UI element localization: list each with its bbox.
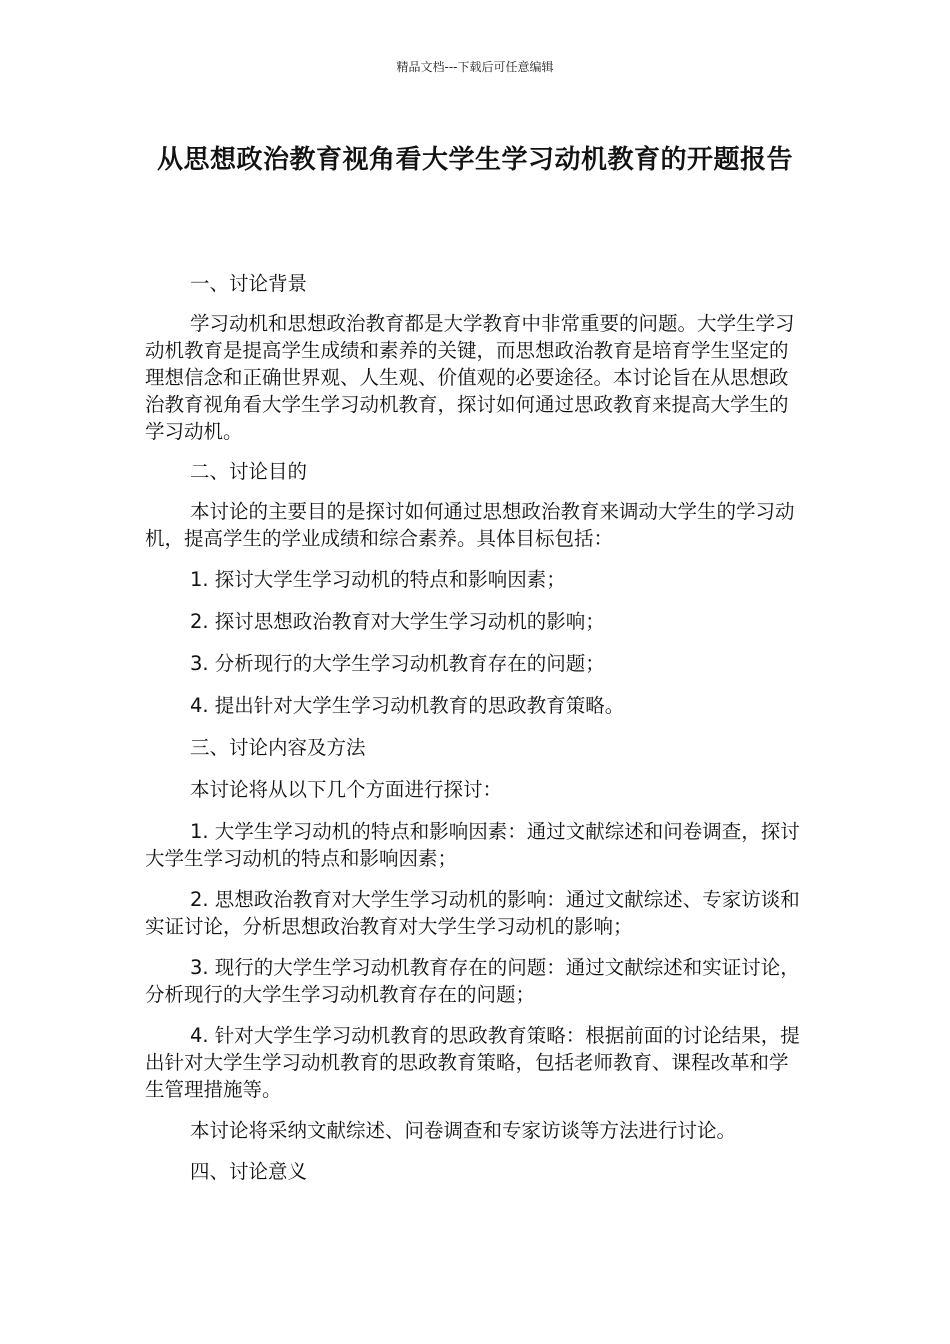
purpose-item: 1. 探讨大学生学习动机的特点和影响因素； [190,568,566,591]
purpose-item: 4. 提出针对大学生学习动机教育的思政教育策略。 [190,694,625,717]
background-paragraph: 学习动机和思想政治教育都是大学教育中非常重要的问题。大学生学习动机教育是提高学生成绩和素养的关键，而思想政治教育是培育学生坚定的理想信念和正确世界观、人生观、价值观的必要途径。本讨论旨在从思想政治教育视角看大学生学习动机教育，探讨如何通过思政教育来提高大学生的学习动机。 [145,312,795,443]
content-intro-paragraph: 本讨论将从以下几个方面进行探讨： [190,778,503,801]
header-note: 精品文档---下载后可任意编辑 [396,60,554,74]
section-heading-purpose: 二、讨论目的 [190,460,308,483]
section-heading-content-method: 三、讨论内容及方法 [190,736,366,759]
purpose-item: 3. 分析现行的大学生学习动机教育存在的问题； [190,652,605,675]
content-item: 2. 思想政治教育对大学生学习动机的影响：通过文献综述、专家访谈和实证讨论，分析思想政治教育对大学生学习动机的影响； [145,888,800,938]
method-paragraph: 本讨论将采纳文献综述、问卷调查和专家访谈等方法进行讨论。 [190,1119,737,1142]
purpose-item: 2. 探讨思想政治教育对大学生学习动机的影响； [190,610,605,633]
content-item: 1. 大学生学习动机的特点和影响因素：通过文献综述和问卷调查，探讨大学生学习动机的特点和影响因素； [145,820,800,870]
content-item: 4. 针对大学生学习动机教育的思政教育策略：根据前面的讨论结果，提出针对大学生学习动机教育的思政教育策略，包括老师教育、课程改革和学生管理措施等。 [145,1024,800,1101]
purpose-paragraph: 本讨论的主要目的是探讨如何通过思想政治教育来调动大学生的学习动机，提高学生的学业成绩和综合素养。具体目标包括： [145,500,795,550]
section-heading-background: 一、讨论背景 [190,272,308,295]
content-item: 3. 现行的大学生学习动机教育存在的问题：通过文献综述和实证讨论，分析现行的大学生学习动机教育存在的问题； [145,956,800,1006]
section-heading-significance: 四、讨论意义 [190,1160,308,1183]
document-title: 从思想政治教育视角看大学生学习动机教育的开题报告 [156,145,793,175]
document-body [145,270,805,1185]
